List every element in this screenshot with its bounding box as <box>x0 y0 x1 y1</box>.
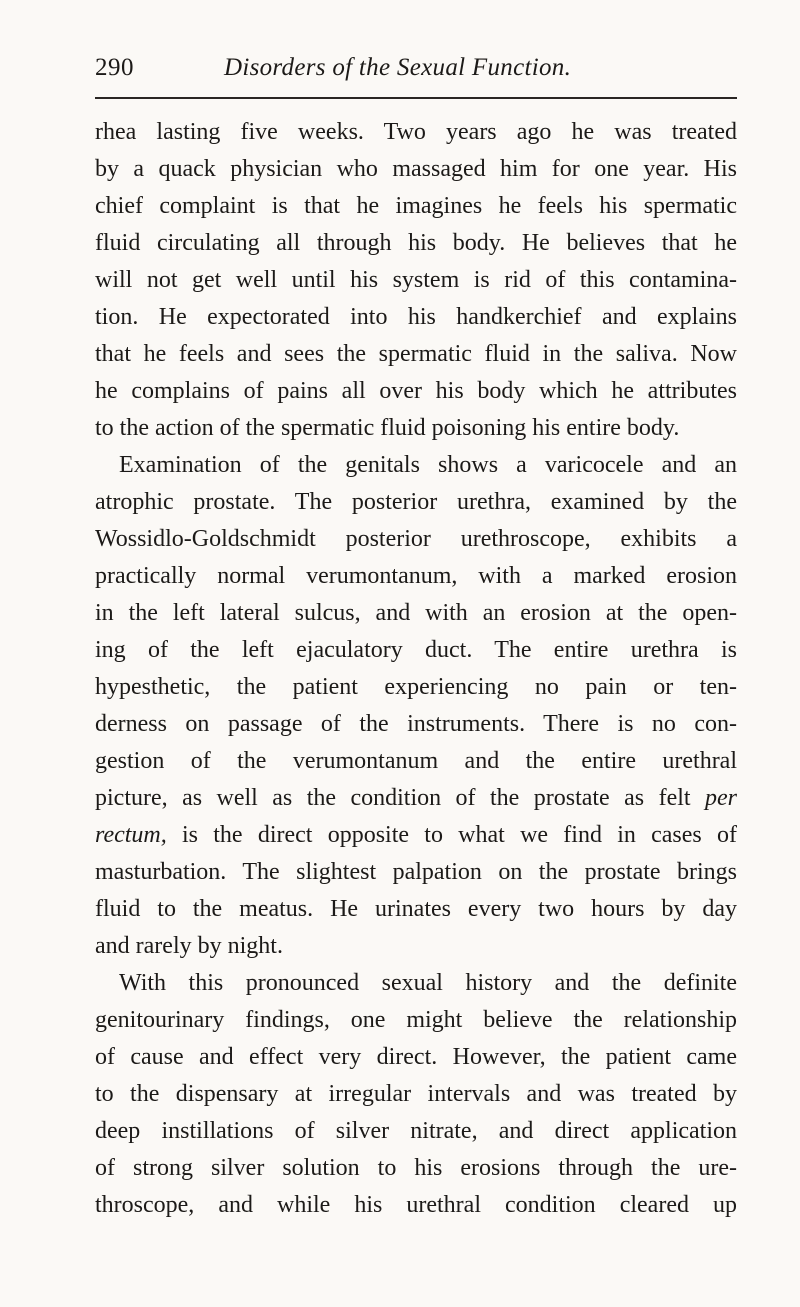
text-line: genitourinary findings, one might believe the relationship <box>95 1007 737 1033</box>
text-line: tion. He expectorated into his handkerchief and explains <box>95 304 737 330</box>
text-line: ing of the left ejaculatory duct. The entire urethra is <box>95 637 737 663</box>
italic-term: per <box>705 785 738 811</box>
text-line <box>95 817 737 854</box>
text-line: derness on passage of the instruments. There is no con- <box>95 711 737 737</box>
running-title: Disorders of the Sexual Function. <box>224 54 572 81</box>
text-line: gestion of the verumontanum and the entire urethral <box>95 748 737 774</box>
running-head <box>95 54 737 94</box>
text-line: masturbation. The slightest palpation on the prostate brings <box>95 859 737 885</box>
text-line: deep instillations of silver nitrate, and direct application <box>95 1118 737 1144</box>
text-line: Wossidlo-Goldschmidt posterior urethroscope, exhibits a <box>95 526 737 552</box>
text-line: to the action of the spermatic fluid poisoning his entire body. <box>95 415 680 441</box>
page-number: 290 <box>95 54 134 81</box>
text-line: that he feels and sees the spermatic fluid in the saliva. Now <box>95 341 737 367</box>
text-line: and rarely by night. <box>95 933 283 959</box>
italic-term: rectum, <box>95 822 167 848</box>
text-line: practically normal verumontanum, with a marked erosion <box>95 563 737 589</box>
header-rule <box>95 97 737 99</box>
text-line: in the left lateral sulcus, and with an erosion at the open- <box>95 600 737 626</box>
text-line: With this pronounced sexual history and the definite <box>119 970 737 996</box>
text-line: of strong silver solution to his erosions through the ure- <box>95 1155 737 1181</box>
text-line: hypesthetic, the patient experiencing no pain or ten- <box>95 674 737 700</box>
text-line: Examination of the genitals shows a varicocele and an <box>119 452 737 478</box>
text-segment: picture, as well as the condition of the prostate as felt <box>95 785 691 811</box>
body-text <box>95 114 737 1224</box>
text-line: fluid circulating all through his body. He believes that he <box>95 230 737 256</box>
text-line: to the dispensary at irregular intervals and was treated by <box>95 1081 737 1107</box>
text-line: by a quack physician who massaged him for one year. His <box>95 156 737 182</box>
text-line: rhea lasting five weeks. Two years ago he was treated <box>95 119 737 145</box>
text-line: will not get well until his system is rid of this contamina- <box>95 267 737 293</box>
text-line: chief complaint is that he imagines he feels his spermatic <box>95 193 737 219</box>
text-line <box>95 780 737 817</box>
text-segment: is the direct opposite to what we find in cases of <box>182 822 737 848</box>
text-line: atrophic prostate. The posterior urethra, examined by the <box>95 489 737 515</box>
text-line: of cause and effect very direct. However, the patient came <box>95 1044 737 1070</box>
text-line: he complains of pains all over his body which he attributes <box>95 378 737 404</box>
text-line: fluid to the meatus. He urinates every two hours by day <box>95 896 737 922</box>
text-line: throscope, and while his urethral condition cleared up <box>95 1192 737 1218</box>
